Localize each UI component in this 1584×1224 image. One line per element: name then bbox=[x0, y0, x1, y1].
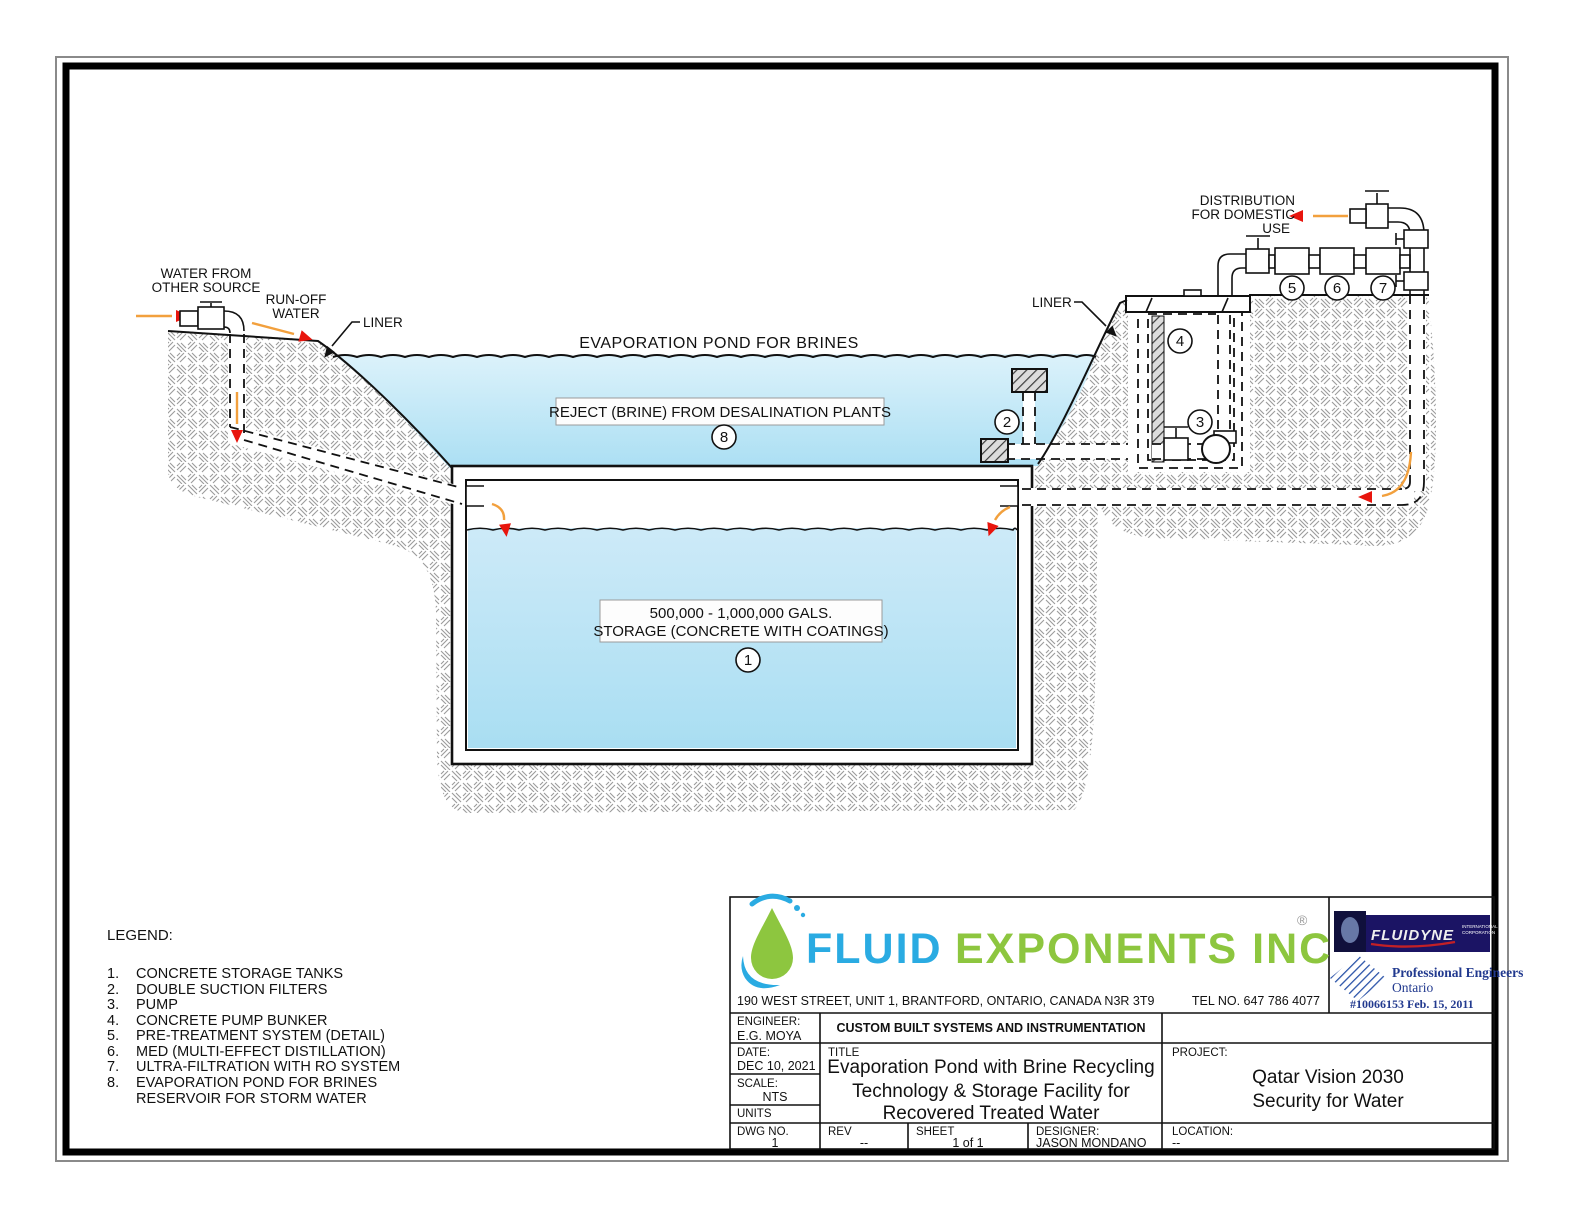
svg-text:6: 6 bbox=[1332, 280, 1342, 297]
sheet-label: SHEET bbox=[916, 1126, 955, 1138]
storage-label-line1: 500,000 - 1,000,000 GALS. bbox=[649, 605, 833, 622]
runoff-label-2: WATER bbox=[272, 306, 320, 321]
legend-item-4: CONCRETE PUMP BUNKER bbox=[136, 1013, 328, 1029]
bunker-valve bbox=[1164, 438, 1188, 460]
svg-text:4: 4 bbox=[1175, 333, 1185, 350]
project-name-1: Qatar Vision 2030 bbox=[1252, 1067, 1404, 1088]
train-valve bbox=[1246, 249, 1269, 273]
legend-item-5: PRE-TREATMENT SYSTEM (DETAIL) bbox=[136, 1028, 385, 1044]
left-inlet-cap bbox=[466, 486, 484, 506]
title-block bbox=[730, 896, 1523, 1150]
svg-text:3.: 3. bbox=[107, 997, 120, 1013]
drawing-title-1: Evaporation Pond with Brine Recycling bbox=[827, 1057, 1155, 1078]
svg-text:5: 5 bbox=[1287, 280, 1297, 297]
legend-heading: LEGEND: bbox=[107, 927, 173, 944]
water-drop-icon bbox=[751, 908, 793, 979]
legend-item-6: MED (MULTI-EFFECT DISTILLATION) bbox=[136, 1044, 386, 1060]
svg-text:INTERNATIONAL: INTERNATIONAL bbox=[1462, 924, 1498, 929]
callout-1 bbox=[736, 648, 760, 672]
designer-label: DESIGNER: bbox=[1036, 1126, 1100, 1138]
source-valve bbox=[136, 302, 244, 333]
liner-right-label: LINER bbox=[1032, 295, 1072, 310]
callout-4 bbox=[1168, 329, 1192, 353]
pretreatment-unit bbox=[1275, 248, 1309, 274]
legend-item-8b: RESERVOIR FOR STORM WATER bbox=[136, 1091, 367, 1107]
svg-text:8.: 8. bbox=[107, 1075, 120, 1091]
peo-text-2: Ontario bbox=[1392, 980, 1434, 995]
company-address: 190 WEST STREET, UNIT 1, BRANTFORD, ONTARIO, CANADA N3R 3T9 bbox=[737, 994, 1155, 1008]
location-label: LOCATION: bbox=[1172, 1126, 1234, 1138]
peo-text-1: Professional Engineers bbox=[1392, 965, 1524, 980]
callout-7 bbox=[1371, 276, 1395, 300]
peo-registration: #10066153 Feb. 15, 2011 bbox=[1350, 997, 1474, 1011]
date-value: DEC 10, 2021 bbox=[737, 1059, 816, 1073]
svg-text:7: 7 bbox=[1378, 280, 1388, 297]
designer-value: JASON MONDANO bbox=[1036, 1136, 1147, 1150]
riser-valve-upper bbox=[1404, 230, 1428, 248]
company-name-first: FLUID bbox=[806, 925, 943, 973]
reject-brine-label bbox=[549, 398, 891, 425]
storage-label-line2: STORAGE (CONCRETE WITH COATINGS) bbox=[593, 623, 889, 640]
uf-ro-unit bbox=[1366, 248, 1400, 274]
runoff-label-1: RUN-OFF bbox=[265, 292, 327, 307]
water-source-label-1: WATER FROM bbox=[160, 266, 252, 281]
drawing-title-2: Technology & Storage Facility for bbox=[852, 1081, 1130, 1102]
legend-item-7: ULTRA-FILTRATION WITH RO SYSTEM bbox=[136, 1059, 401, 1075]
sheet-value: 1 of 1 bbox=[952, 1136, 984, 1150]
filter-top bbox=[1012, 369, 1047, 392]
pump-bunker bbox=[1126, 290, 1250, 472]
dwg-label: DWG NO. bbox=[737, 1126, 789, 1138]
svg-text:5.: 5. bbox=[107, 1028, 120, 1044]
svg-text:7.: 7. bbox=[107, 1059, 120, 1075]
drawing-title-3: Recovered Treated Water bbox=[882, 1103, 1100, 1124]
legend-item-2: DOUBLE SUCTION FILTERS bbox=[136, 982, 328, 998]
scale-value: NTS bbox=[762, 1090, 788, 1104]
engineer-value: E.G. MOYA bbox=[737, 1029, 802, 1043]
storage-tank bbox=[452, 466, 1032, 764]
company-name-rest: EXPONENTS INC bbox=[955, 925, 1333, 973]
svg-text:4.: 4. bbox=[107, 1013, 120, 1029]
date-label: DATE: bbox=[737, 1047, 771, 1059]
svg-text:1: 1 bbox=[743, 652, 753, 669]
svg-text:3: 3 bbox=[1195, 414, 1205, 431]
svg-text:8: 8 bbox=[719, 429, 729, 446]
units-label: UNITS bbox=[737, 1108, 772, 1120]
location-value: -- bbox=[1172, 1136, 1181, 1150]
bunker-concrete-wall bbox=[1152, 316, 1164, 462]
title-label: TITLE bbox=[828, 1047, 860, 1059]
pond-title: EVAPORATION POND FOR BRINES bbox=[579, 335, 859, 352]
runoff-flow-line bbox=[252, 323, 294, 334]
svg-text:CORPORATION: CORPORATION bbox=[1462, 930, 1496, 935]
svg-text:1.: 1. bbox=[107, 966, 120, 982]
med-unit bbox=[1320, 248, 1354, 274]
source-valve-body bbox=[198, 307, 224, 329]
callout-2 bbox=[995, 410, 1019, 434]
scale-label: SCALE: bbox=[737, 1078, 778, 1090]
peo-diamond-icon bbox=[1330, 955, 1386, 1001]
callout-5 bbox=[1280, 276, 1304, 300]
reject-brine-text: REJECT (BRINE) FROM DESALINATION PLANTS bbox=[549, 404, 891, 421]
fluidyne-logo-text: FLUIDYNE bbox=[1371, 927, 1454, 944]
svg-text:2.: 2. bbox=[107, 982, 120, 998]
company-logo bbox=[741, 896, 1332, 988]
riser-valve-lower bbox=[1404, 272, 1428, 290]
rev-label: REV bbox=[828, 1126, 852, 1138]
registered-mark: ® bbox=[1297, 912, 1308, 928]
water-source-label-2: OTHER SOURCE bbox=[151, 280, 261, 295]
company-tagline: CUSTOM BUILT SYSTEMS AND INSTRUMENTATION bbox=[836, 1021, 1146, 1035]
project-name-2: Security for Water bbox=[1252, 1091, 1404, 1112]
right-inlet-cap bbox=[1000, 486, 1018, 506]
rev-value: -- bbox=[859, 1136, 869, 1150]
legend-item-1: CONCRETE STORAGE TANKS bbox=[136, 966, 344, 982]
lid-hatch-tab bbox=[1184, 290, 1201, 296]
distribution-label-3: USE bbox=[1262, 221, 1290, 236]
project-label: PROJECT: bbox=[1172, 1047, 1228, 1059]
engineer-label: ENGINEER: bbox=[737, 1016, 801, 1028]
callout-6 bbox=[1325, 276, 1349, 300]
filter-bottom bbox=[981, 439, 1008, 462]
liner-left-label: LINER bbox=[363, 315, 403, 330]
callout-3 bbox=[1188, 410, 1212, 434]
pump bbox=[1202, 435, 1230, 463]
svg-text:6.: 6. bbox=[107, 1044, 120, 1060]
company-tel: TEL NO. 647 786 4077 bbox=[1191, 994, 1320, 1008]
legend bbox=[107, 927, 400, 1107]
legend-item-3: PUMP bbox=[136, 997, 178, 1013]
discharge-valve bbox=[1366, 204, 1388, 228]
distribution-label-1: DISTRIBUTION bbox=[1199, 193, 1295, 208]
svg-text:2: 2 bbox=[1002, 414, 1012, 431]
callout-8 bbox=[712, 425, 736, 449]
legend-item-8: EVAPORATION POND FOR BRINES bbox=[136, 1075, 378, 1091]
bunker-lid bbox=[1126, 296, 1250, 312]
dwg-value: 1 bbox=[771, 1136, 779, 1150]
distribution-label-2: FOR DOMESTIC bbox=[1191, 207, 1295, 222]
